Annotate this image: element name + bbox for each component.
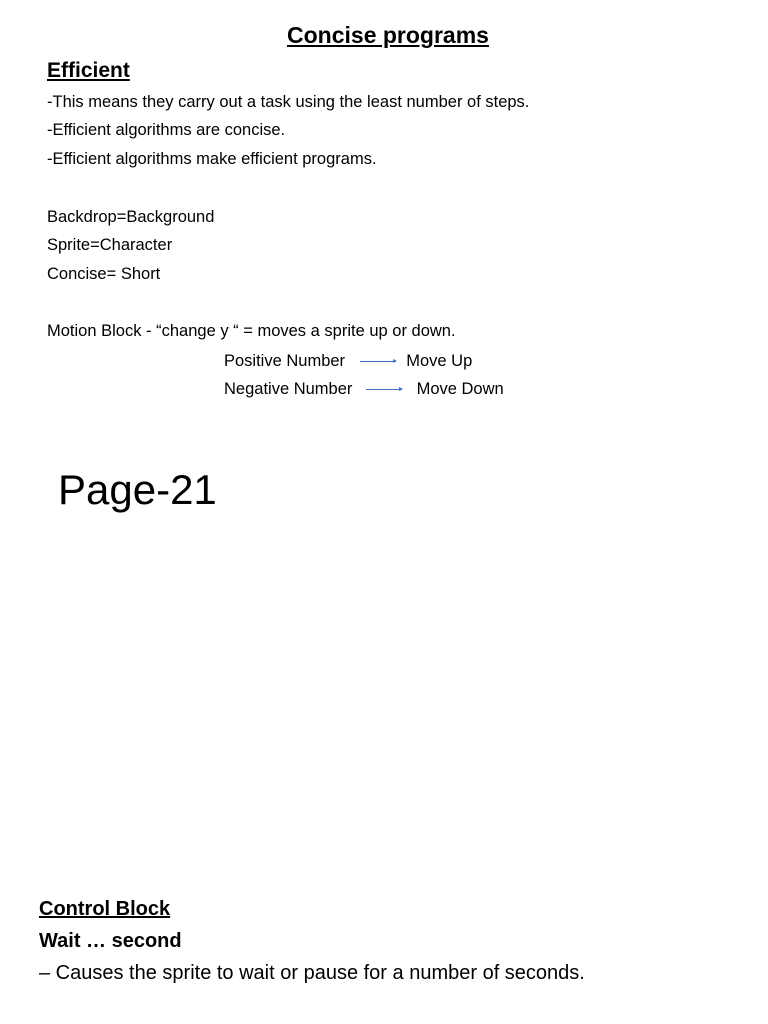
- definition-sprite: Sprite=Character: [47, 236, 173, 254]
- negative-result: Move Down: [416, 380, 504, 398]
- positive-row: [224, 352, 472, 371]
- page-number-label: Page-21: [58, 466, 217, 513]
- control-block-description: – Causes the sprite to wait or pause for a number of seconds.: [39, 962, 585, 984]
- positive-label: Positive Number: [224, 352, 346, 370]
- motion-block-text: Motion Block - “change y “ = moves a sprite up or down.: [47, 322, 456, 340]
- arrow-right-icon: [366, 389, 402, 390]
- efficient-line-3: -Efficient algorithms make efficient programs.: [47, 150, 377, 168]
- definition-concise: Concise= Short: [47, 265, 161, 283]
- page-title: Concise programs: [287, 22, 489, 48]
- efficient-line-2: -Efficient algorithms are concise.: [47, 121, 286, 139]
- efficient-line-1: -This means they carry out a task using the least number of steps.: [47, 93, 530, 111]
- wait-second-subheading: Wait … second: [39, 930, 182, 952]
- arrow-right-icon: [360, 361, 396, 362]
- efficient-heading: Efficient: [47, 59, 130, 82]
- definition-backdrop: Backdrop=Background: [47, 208, 215, 226]
- positive-result: Move Up: [406, 352, 473, 370]
- control-block-heading: Control Block: [39, 898, 171, 920]
- negative-label: Negative Number: [224, 380, 353, 398]
- negative-row: [224, 380, 504, 399]
